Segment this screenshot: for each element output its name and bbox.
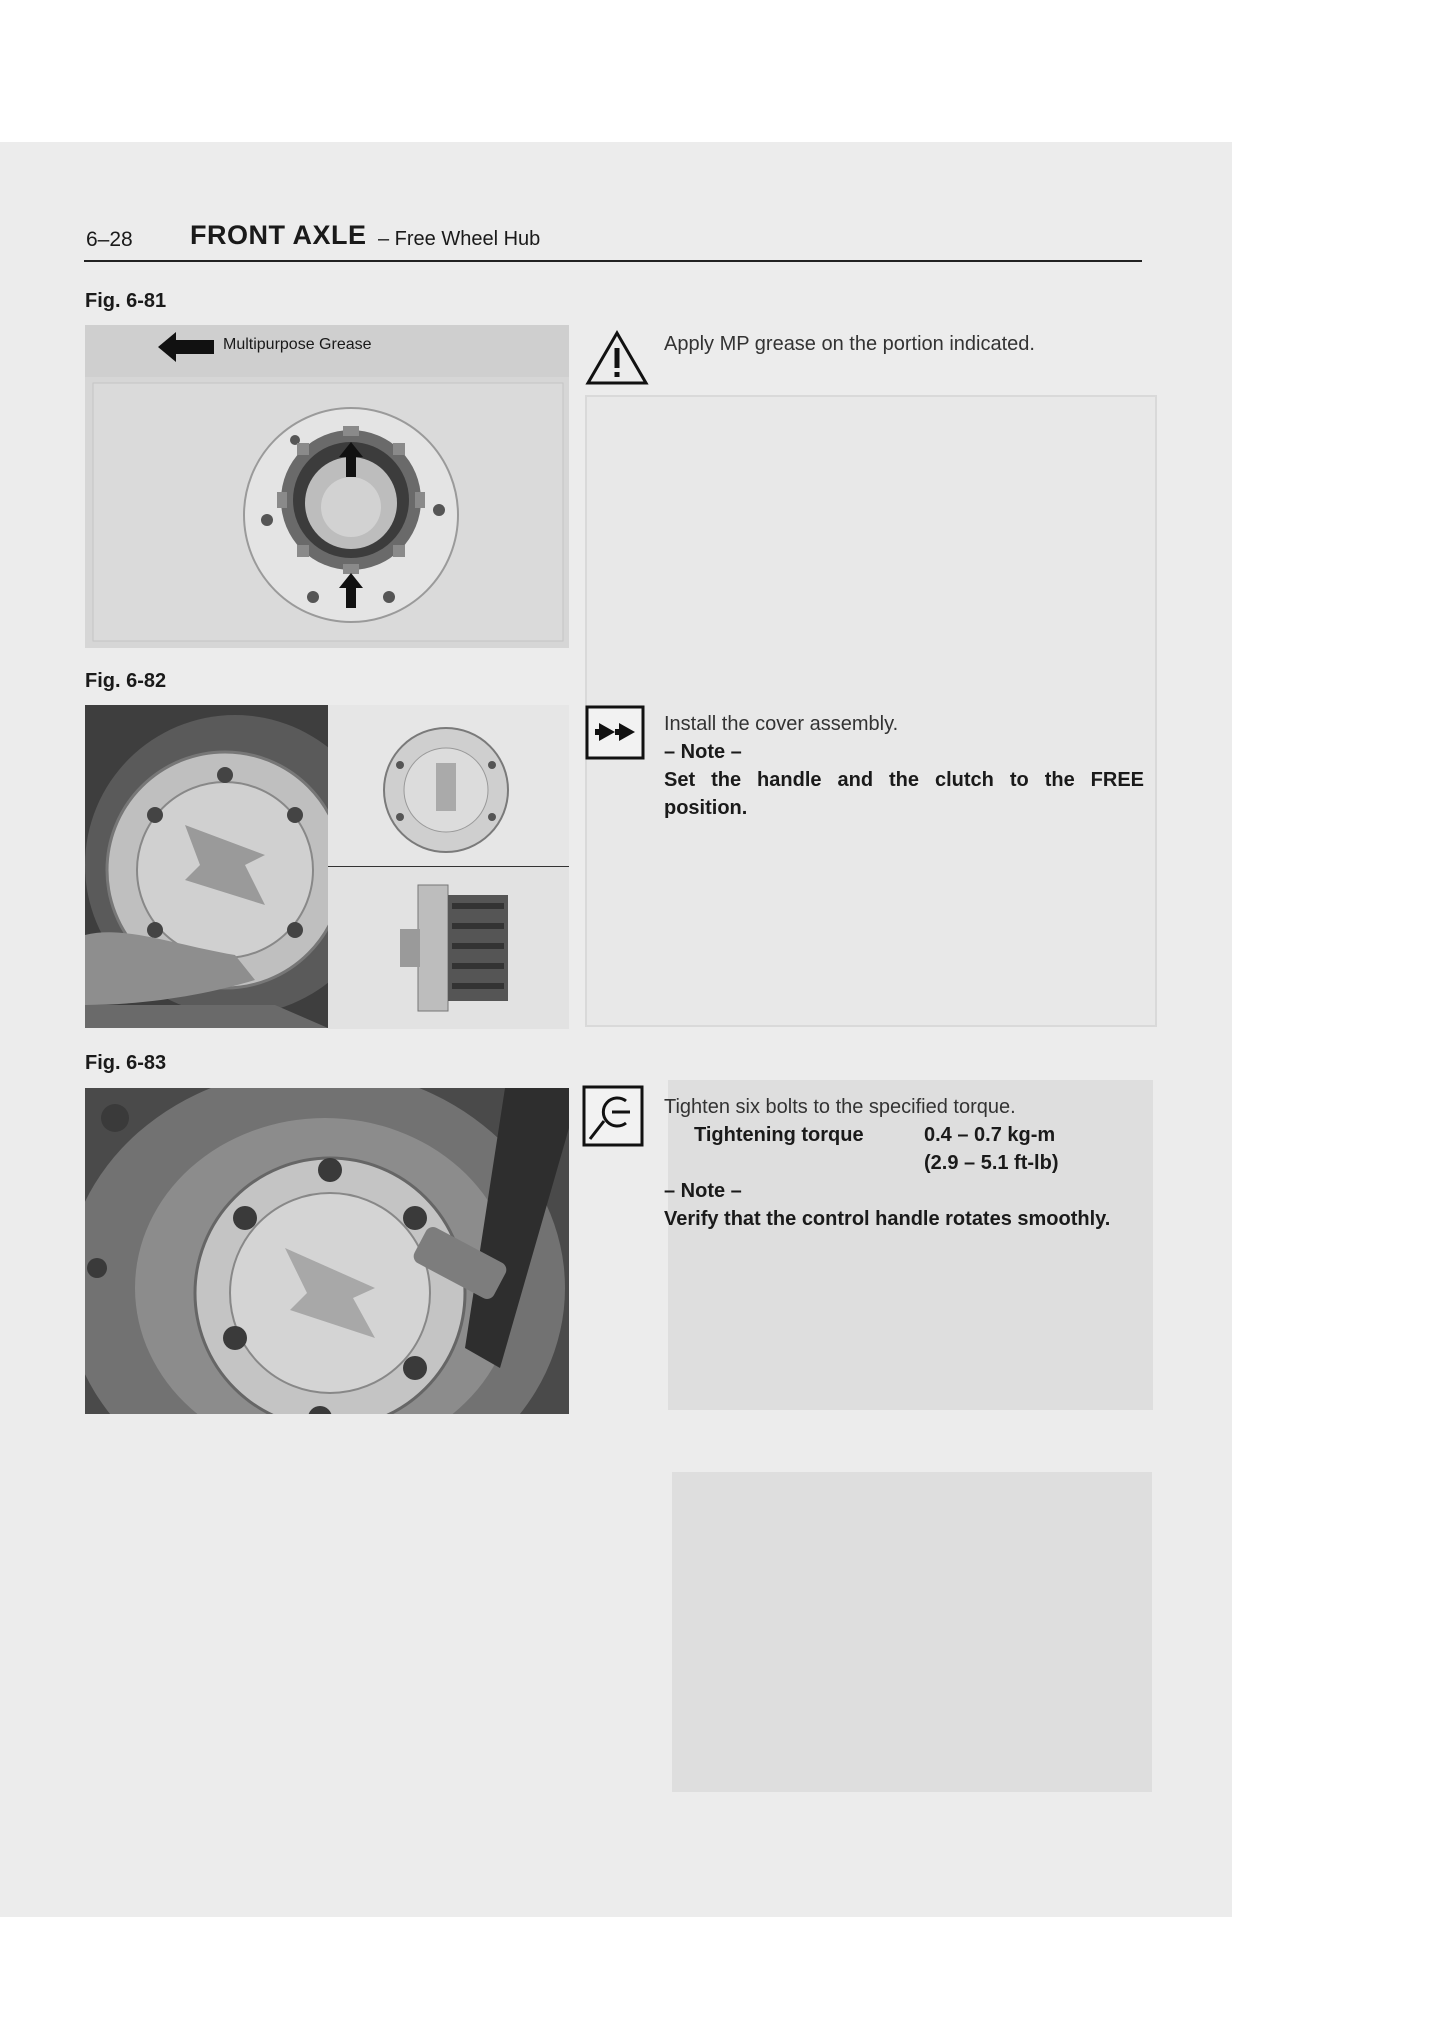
hub-body-photo bbox=[85, 325, 569, 648]
bleed-through-photo bbox=[672, 1472, 1152, 1792]
cover-side-photo bbox=[328, 866, 569, 1029]
cover-install-photo bbox=[85, 705, 328, 1028]
figure-label: Fig. 6-83 bbox=[85, 1052, 167, 1074]
page-header bbox=[84, 218, 1142, 262]
figure-label: Fig. 6-81 bbox=[85, 290, 167, 312]
section-title: – Free Wheel Hub bbox=[378, 228, 541, 250]
torque-callout bbox=[664, 1093, 1144, 1233]
instruction-apply-grease: Apply MP grease on the portion indicated. bbox=[664, 333, 1035, 355]
instruction-tighten-bolts: Tighten six bolts to the specified torque. bbox=[664, 1096, 1016, 1118]
chapter-title: FRONT AXLE bbox=[190, 220, 367, 250]
torque-spec-label: Tightening torque bbox=[694, 1124, 864, 1146]
torque-spec-imperial: (2.9 – 5.1 ft-lb) bbox=[924, 1152, 1059, 1174]
note-text: Verify that the control handle rotates smoothly. bbox=[664, 1208, 1111, 1230]
instruction-install-cover: Install the cover assembly. bbox=[664, 713, 899, 735]
legend-label: Multipurpose Grease bbox=[223, 336, 372, 353]
torque-wrench-icon bbox=[582, 1085, 644, 1147]
page-number: 6–28 bbox=[86, 228, 133, 251]
note-heading: – Note – bbox=[664, 741, 742, 763]
install-arrows-icon bbox=[585, 705, 645, 760]
note-heading: – Note – bbox=[664, 1180, 742, 1202]
note-text: Set the handle and the clutch to the FREE position. bbox=[664, 769, 1144, 819]
torque-bolts-photo bbox=[85, 1088, 569, 1414]
torque-spec-metric: 0.4 – 0.7 kg-m bbox=[924, 1124, 1056, 1146]
torque-spec-row-imperial bbox=[664, 1149, 1144, 1177]
grease-arrow-icon bbox=[158, 332, 214, 362]
cover-free-position-photo bbox=[328, 705, 569, 866]
install-cover-callout bbox=[664, 710, 1144, 822]
figure-label: Fig. 6-82 bbox=[85, 670, 167, 692]
instruction-text bbox=[664, 330, 1144, 358]
torque-spec-row bbox=[664, 1121, 1144, 1149]
caution-triangle-icon bbox=[585, 330, 649, 386]
